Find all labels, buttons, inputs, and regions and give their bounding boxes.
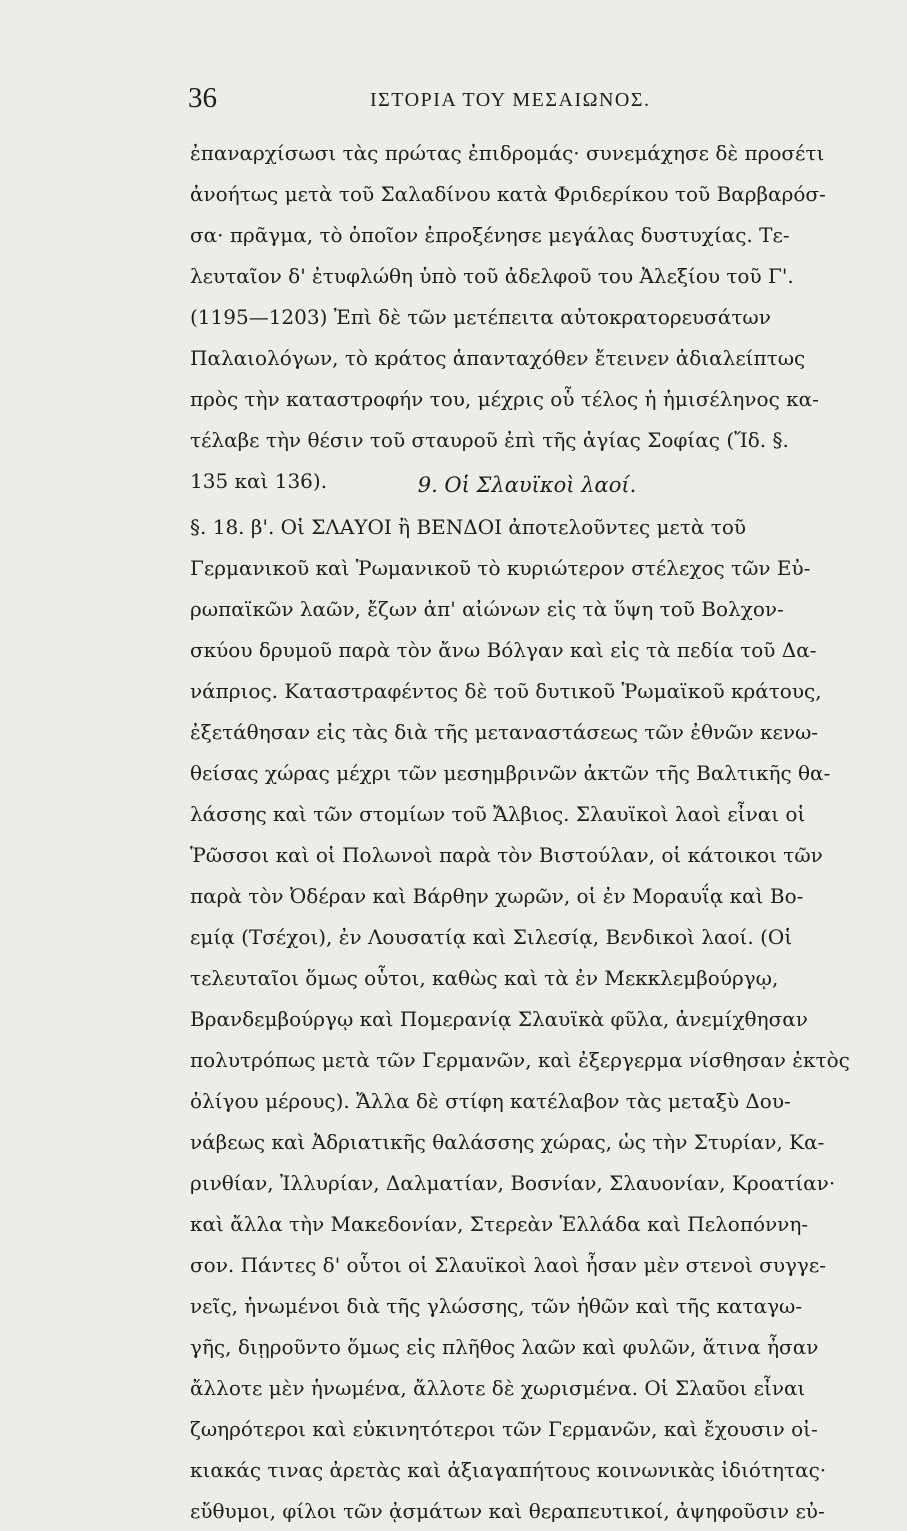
text-line: καὶ ἄλλα τὴν Μακεδονίαν, Στερεὰν Ἑλλάδα καὶ Πελοπόννη-: [190, 1212, 809, 1236]
text-line: πολυτρόπως μετὰ τῶν Γερμανῶν, καὶ ἐξεργερμα νίσθησαν ἐκτὸς: [190, 1048, 850, 1072]
text-line: (1195—1203) Ἐπὶ δὲ τῶν μετέπειτα αὐτοκρατορευσάτων: [190, 305, 771, 329]
page-number: 36: [188, 82, 217, 114]
text-line: λάσσης καὶ τῶν στομίων τοῦ Ἄλβιος. Σλαυϊκοὶ λαοὶ εἶναι οἱ: [190, 802, 806, 826]
text-line: ἀνοήτως μετὰ τοῦ Σαλαδίνου κατὰ Φριδερίκου τοῦ Βαρβαρόσ-: [190, 182, 826, 206]
text-line: λευταῖον δ' ἐτυφλώθη ὑπὸ τοῦ ἀδελφοῦ του Ἀλεξίου τοῦ Γ'.: [190, 264, 794, 288]
text-line: ρινθίαν, Ἰλλυρίαν, Δαλματίαν, Βοσνίαν, Σλαυονίαν, Κροατίαν·: [190, 1171, 836, 1195]
text-line: ρωπαϊκῶν λαῶν, ἔζων ἀπ' αἰώνων εἰς τὰ ὕψη τοῦ Βολχον-: [190, 597, 784, 621]
text-line: σκύου δρυμοῦ παρὰ τὸν ἄνω Βόλγαν καὶ εἰς τὰ πεδία τοῦ Δα-: [190, 638, 817, 662]
page-header: [0, 78, 907, 118]
running-head: ΙΣΤΟΡΙΑ ΤΟΥ ΜΕΣΑΙΩΝΟΣ.: [370, 89, 651, 111]
text-line: τέλαβε τὴν θέσιν τοῦ σταυροῦ ἐπὶ τῆς ἁγίας Σοφίας (Ἴδ. §.: [190, 428, 789, 452]
text-line: νεῖς, ἡνωμένοι διὰ τῆς γλώσσης, τῶν ἠθῶν καὶ τῆς καταγω-: [190, 1294, 803, 1318]
text-line: §. 18. β'. Οἱ ΣΛΑΥΟΙ ἢ ΒΕΝΔΟΙ ἀποτελοῦντες μετὰ τοῦ: [190, 515, 747, 539]
text-line: εμίᾳ (Τσέχοι), ἐν Λουσατίᾳ καὶ Σιλεσίᾳ, Βενδικοὶ λαοί. (Οἱ: [190, 925, 793, 949]
text-line: σα· πρᾶγμα, τὸ ὁποῖον ἐπροξένησε μεγάλας δυστυχίας. Τε-: [190, 223, 790, 247]
text-line: θείσας χώρας μέχρι τῶν μεσημβρινῶν ἀκτῶν τῆς Βαλτικῆς θα-: [190, 761, 831, 785]
text-line: Βρανδεμβούργῳ καὶ Πομερανίᾳ Σλαυϊκὰ φῦλα, ἀνεμίχθησαν: [190, 1007, 808, 1031]
text-line: 135 καὶ 136).: [190, 469, 328, 493]
text-line: ἄλλοτε μὲν ἡνωμένα, ἄλλοτε δὲ χωρισμένα. Οἱ Σλαῦοι εἶναι: [190, 1376, 806, 1400]
text-line: ἐπαναρχίσωσι τὰς πρώτας ἐπιδρομάς· συνεμάχησε δὲ προσέτι: [190, 141, 825, 165]
text-line: παρὰ τὸν Ὀδέραν καὶ Βάρθην χωρῶν, οἱ ἐν Μοραυΐᾳ καὶ Βο-: [190, 884, 804, 908]
text-line: ζωηρότεροι καὶ εὐκινητότεροι τῶν Γερμανῶν, καὶ ἔχουσιν οἰ-: [190, 1417, 818, 1441]
text-line: ὀλίγου μέρους). Ἄλλα δὲ στίφη κατέλαβον τὰς μεταξὺ Δου-: [190, 1089, 791, 1113]
text-line: γῆς, διῃροῦντο ὅμως εἰς πλῆθος λαῶν καὶ φυλῶν, ἅτινα ἦσαν: [190, 1335, 819, 1359]
text-line: εὔθυμοι, φίλοι τῶν ᾀσμάτων καὶ θεραπευτικοί, ἀψηφοῦσιν εὐ-: [190, 1499, 825, 1523]
text-line: τελευταῖοι ὅμως οὗτοι, καθὼς καὶ τὰ ἐν Μεκκλεμβούργῳ,: [190, 966, 779, 990]
text-line: νάπριος. Καταστραφέντος δὲ τοῦ δυτικοῦ Ῥωμαϊκοῦ κράτους,: [190, 679, 822, 703]
text-line: Παλαιολόγων, τὸ κράτος ἁπανταχόθεν ἔτεινεν ἀδιαλείπτως: [190, 346, 806, 370]
text-line: σον. Πάντες δ' οὗτοι οἱ Σλαυϊκοὶ λαοὶ ἦσαν μὲν στενοὶ συγγε-: [190, 1253, 826, 1277]
text-line: Γερμανικοῦ καὶ Ῥωμανικοῦ τὸ κυριώτερον στέλεχος τῶν Εὐ-: [190, 556, 811, 580]
section-heading: 9. Οἱ Σλαυϊκοὶ λαοί.: [417, 473, 637, 497]
text-line: ἐξετάθησαν εἰς τὰς διὰ τῆς μεταναστάσεως τῶν ἐθνῶν κενω-: [190, 720, 819, 744]
text-line: Ῥῶσσοι καὶ οἱ Πολωνοὶ παρὰ τὸν Βιστούλαν, οἱ κάτοικοι τῶν: [190, 843, 823, 867]
text-line: πρὸς τὴν καταστροφήν του, μέχρις οὗ τέλος ἡ ἡμισέληνος κα-: [190, 387, 819, 411]
text-line: κιακάς τινας ἀρετὰς καὶ ἀξιαγαπήτους κοινωνικὰς ἰδιότητας·: [190, 1458, 827, 1482]
text-line: νάβεως καὶ Ἀδριατικῆς θαλάσσης χώρας, ὡς τὴν Στυρίαν, Κα-: [190, 1130, 825, 1154]
